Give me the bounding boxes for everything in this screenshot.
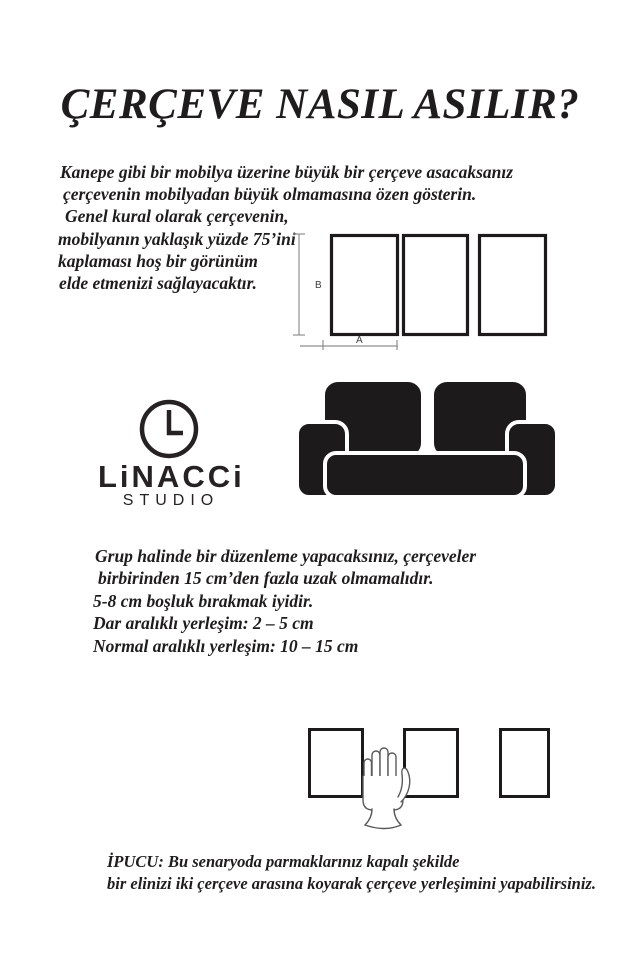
tip-line: bir elinizi iki çerçeve arasına koyarak çerçeve yerleşimini yapabilirsiniz. <box>107 874 596 893</box>
brand-logo <box>98 398 245 510</box>
grouping-line: Grup halinde bir düzenleme yapacaksınız, çerçeveler <box>95 546 477 566</box>
intro-line: çerçevenin mobilyadan büyük olmamasına özen gösterin. <box>63 184 477 205</box>
intro-line: Genel kural olarak çerçevenin, <box>65 206 289 227</box>
width-label: A <box>356 335 363 346</box>
diagram-frame-2 <box>404 236 468 335</box>
spacing-frame-1 <box>310 730 363 797</box>
sofa-seat-cushion <box>325 453 525 497</box>
grouping-line: Normal aralıklı yerleşim: 10 – 15 cm <box>93 635 359 656</box>
spacing-frame-3 <box>501 730 549 797</box>
hand-spacing-diagram <box>300 720 555 835</box>
grouping-line: birbirinden 15 cm’den fazla uzak olmamalıdır. <box>98 568 434 589</box>
diagram-frame-1 <box>332 236 398 335</box>
tip-paragraph <box>107 851 596 895</box>
intro-line: kaplaması hoş bir görünüm <box>58 250 258 271</box>
intro-line: elde etmenizi sağlayacaktır. <box>59 273 257 294</box>
height-dimension-line <box>293 234 305 335</box>
spacing-frame-2 <box>405 730 458 797</box>
frame-size-diagram <box>292 225 555 350</box>
intro-line: Kanepe gibi bir mobilya üzerine büyük bir çerçeve asacaksanız <box>60 162 514 182</box>
width-dimension-line <box>300 340 398 350</box>
tip-line: İPUCU: Bu senaryoda parmaklarınız kapalı şekilde <box>107 852 460 871</box>
grouping-line: Dar aralıklı yerleşim: 2 – 5 cm <box>93 613 314 634</box>
intro-line: mobilyanın yaklaşık yüzde 75’ini <box>58 228 296 249</box>
diagram-frame-3 <box>480 236 546 335</box>
brand-name: LiNACCi <box>98 459 245 494</box>
sofa-illustration <box>290 372 565 507</box>
grouping-paragraph <box>93 545 476 657</box>
clock-icon <box>138 398 200 460</box>
page-title: ÇERÇEVE NASIL ASILIR? <box>60 81 580 128</box>
grouping-line: 5-8 cm boşluk bırakmak iyidir. <box>93 590 314 611</box>
brand-subtitle: STUDIO <box>122 492 220 509</box>
height-label: B <box>315 280 322 291</box>
hand-icon <box>363 748 410 829</box>
